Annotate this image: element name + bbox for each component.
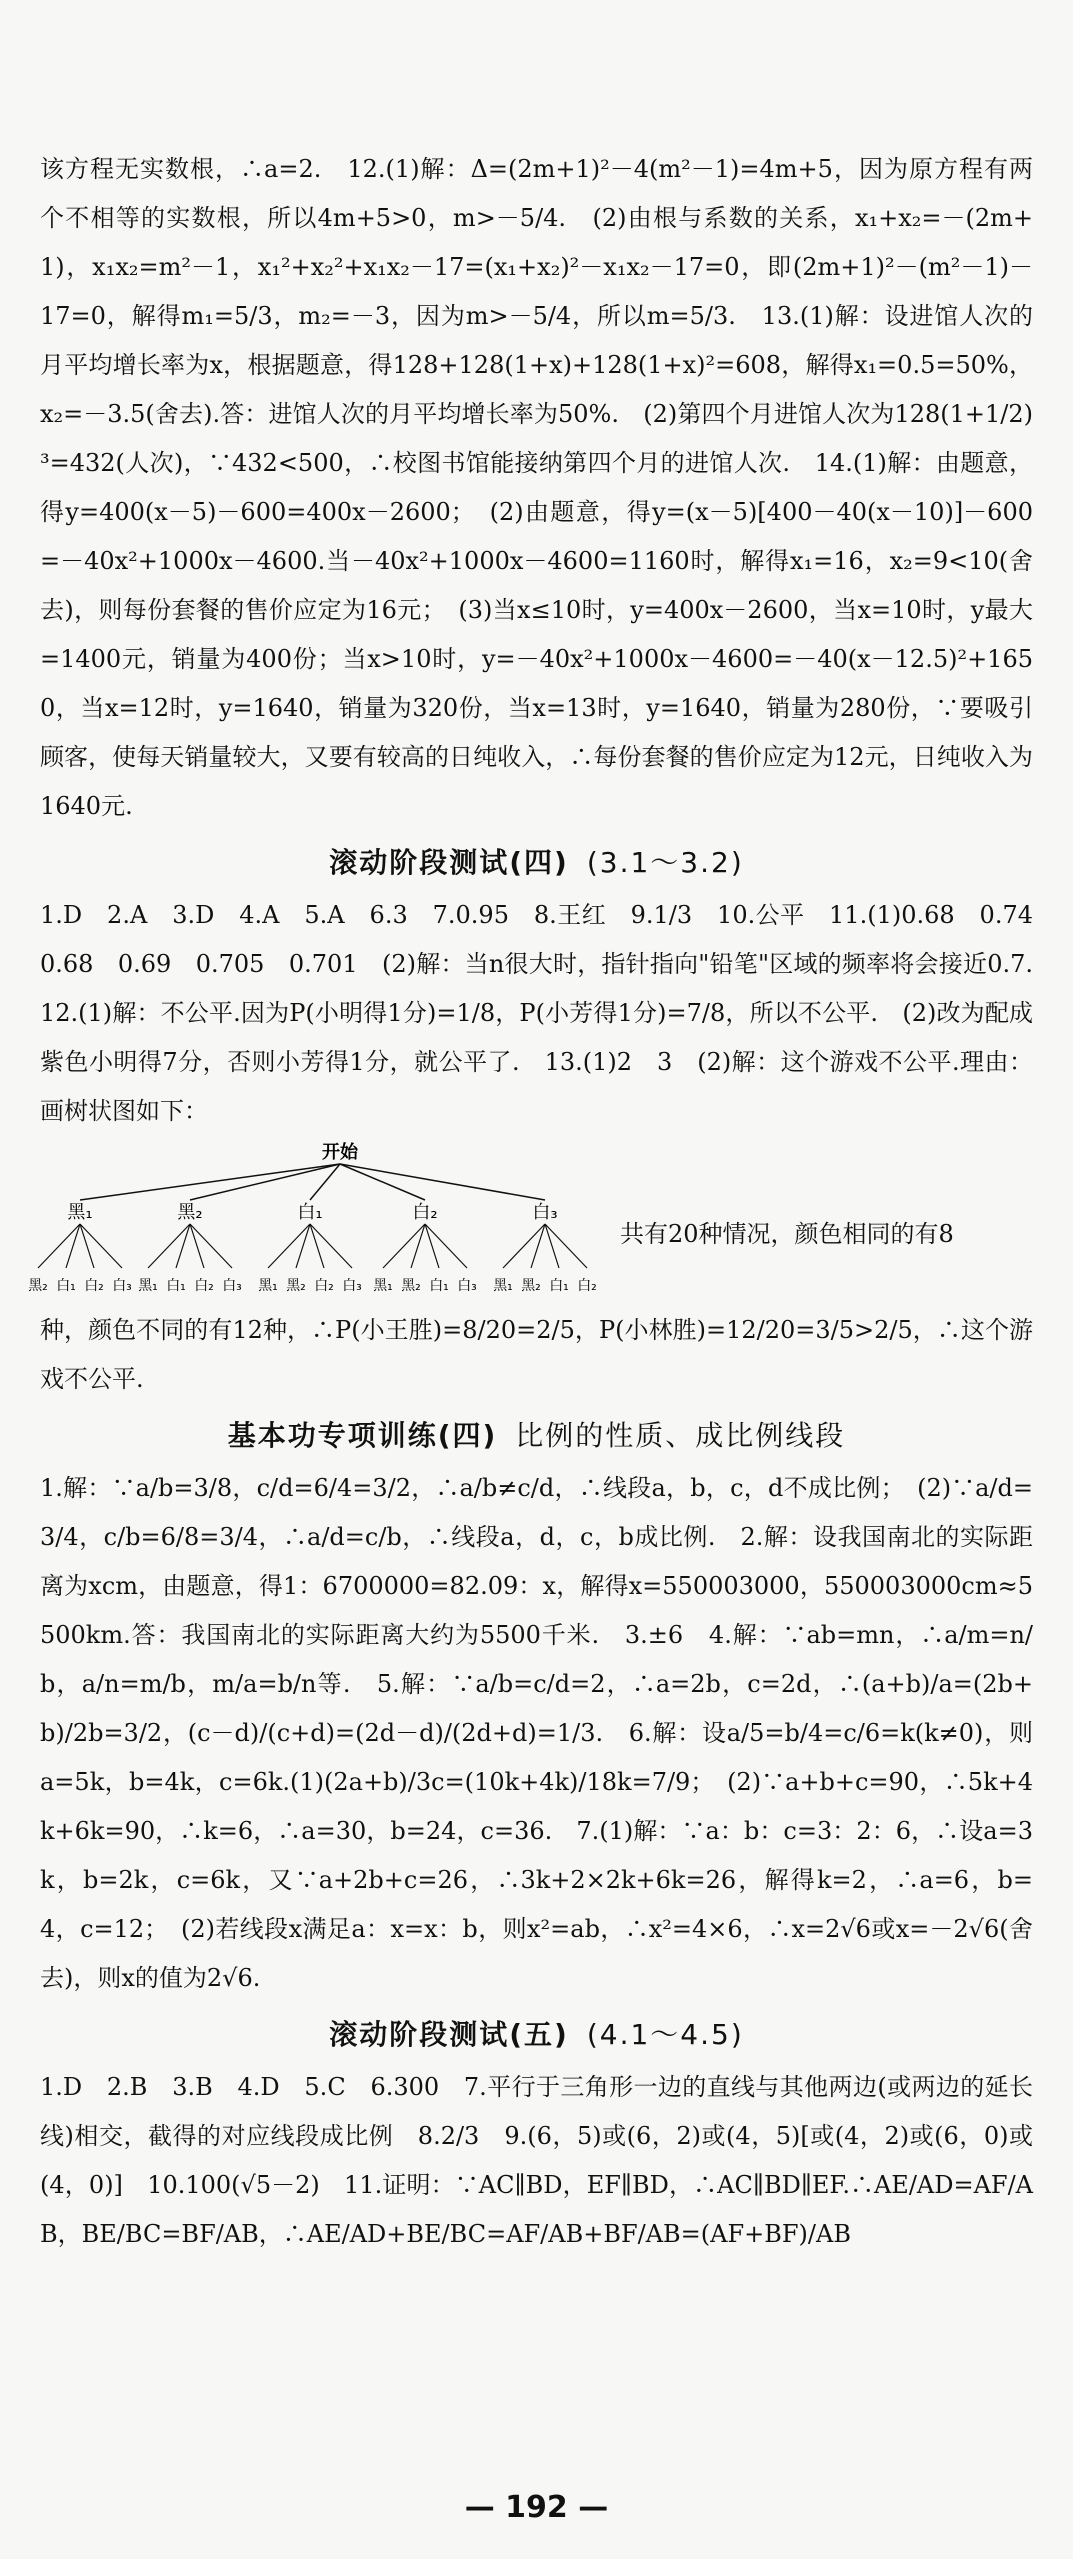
section-range: 比例的性质、成比例线段	[515, 1419, 846, 1452]
answer-paragraph: 1.D 2.B 3.B 4.D 5.C 6.300 7.平行于三角形一边的直线与其他两边(或两边的延长线)相交，截得的对应线段成比例 8.2/3 9.(6，5)或(6，2)或(4，5)[或(4，2)或(6，0)或(4，0)] 10.100(√5－2) 11.证明：∵AC∥BD，EF∥BD，∴AC∥BD∥EF.∴AE/AD=AF/AB，BE/BC=BF/AB，∴AE/AD+BE/BC=AF/AB+BF/AB=(AF+BF)/AB	[40, 2073, 1033, 2248]
tree-second-level-label: 白₂	[84, 1278, 104, 1294]
tree-branch-line	[80, 1224, 122, 1268]
tree-second-level-label: 白₂	[194, 1278, 214, 1294]
tree-first-level-label: 白₃	[532, 1202, 558, 1223]
tree-second-level-label: 黑₁	[258, 1278, 278, 1294]
tree-second-level-label: 黑₁	[138, 1278, 158, 1294]
tree-side-text: 共有20种情况，颜色相同的有8	[620, 1220, 954, 1248]
tree-second-level-label: 黑₂	[28, 1278, 48, 1294]
tree-branch-line	[190, 1224, 232, 1268]
tree-second-level-label: 黑₂	[521, 1278, 541, 1294]
tree-first-level-label: 黑₁	[67, 1202, 93, 1223]
answer-paragraph: 该方程无实数根，∴a=2. 12.(1)解：Δ=(2m+1)²－4(m²－1)=4m+5，因为原方程有两个不相等的实数根，所以4m+5>0，m>－5/4. (2)由根与系数的关系，x₁+x₂=－(2m+1)，x₁x₂=m²－1，x₁²+x₂²+x₁x₂－17=(x₁+x₂)²－x₁x₂－17=0，即(2m+1)²－(m²－1)－17=0，解得m₁=5/3，m₂=－3，因为m>－5/4，所以m=5/3. 13.(1)解：设进馆人次的月平均增长率为x，根据题意，得128+128(1+x)+128(1+x)²=608，解得x₁=0.5=50%，x₂=－3.5(舍去).答：进馆人次的月平均增长率为50%. (2)第四个月进馆人次为128(1+1/2)³=432(人次)，∵432<500，∴校图书馆能接纳第四个月的进馆人次. 14.(1)解：由题意，得y=400(x－5)－600=400x－2600； (2)由题意，得y=(x－5)[400－40(x－10)]－600=－40x²+1000x－4600.当－40x²+1000x－4600=1160时，解得x₁=16，x₂=9<10(舍去)，则每份套餐的售价应定为16元； (3)当x≤10时，y=400x－2600，当x=10时，y最大=1400元，销量为400份；当x>10时，y=－40x²+1000x－4600=－40(x－12.5)²+1650，当x=12时，y=1640，销量为320份，当x=13时，y=1640，销量为280份，∵要吸引顾客，使每天销量较大，又要有较高的日纯收入，∴每份套餐的售价应定为12元，日纯收入为1640元.	[40, 155, 1033, 820]
tree-second-level-label: 白₃	[457, 1278, 477, 1294]
section-title	[40, 1410, 1033, 1462]
section-title-text: 滚动阶段测试(五)	[329, 2018, 569, 2051]
section-title-text: 基本功专项训练(四)	[227, 1419, 498, 1452]
tree-second-level-label: 黑₁	[373, 1278, 393, 1294]
tree-branch-line	[340, 1164, 545, 1200]
tree-second-level-label: 白₁	[166, 1278, 186, 1294]
tree-branch-line	[148, 1224, 190, 1268]
answer-paragraph: 1.解：∵a/b=3/8，c/d=6/4=3/2，∴a/b≠c/d，∴线段a，b，c，d不成比例； (2)∵a/d=3/4，c/b=6/8=3/4，∴a/d=c/b，∴线段a，d，c，b成比例. 2.解：设我国南北的实际距离为xcm，由题意，得1：6700000=82.09：x，解得x=550003000，550003000cm≈5500km.答：我国南北的实际距离大约为5500千米. 3.±6 4.解：∵ab=mn，∴a/m=n/b，a/n=m/b，m/a=b/n等. 5.解：∵a/b=c/d=2，∴a=2b，c=2d，∴(a+b)/a=(2b+b)/2b=3/2，(c－d)/(c+d)=(2d－d)/(2d+d)=1/3. 6.解：设a/5=b/4=c/6=k(k≠0)，则a=5k，b=4k，c=6k.(1)(2a+b)/3c=(10k+4k)/18k=7/9； (2)∵a+b+c=90，∴5k+4k+6k=90，∴k=6，∴a=30，b=24，c=36. 7.(1)解：∵a：b：c=3：2：6，∴设a=3k，b=2k，c=6k，又∵a+2b+c=26，∴3k+2×2k+6k=26，解得k=2，∴a=6，b=4，c=12； (2)若线段x满足a：x=x：b，则x²=ab，∴x²=4×6，∴x=2√6或x=－2√6(舍去)，则x的值为2√6.	[40, 1474, 1033, 1992]
tree-branch-line	[310, 1224, 352, 1268]
tree-branch-line	[268, 1224, 310, 1268]
tree-second-level-label: 白₃	[342, 1278, 362, 1294]
section-title	[40, 837, 1033, 889]
answer-paragraph: 种，颜色不同的有12种，∴P(小王胜)=8/20=2/5，P(小林胜)=12/20=3/5>2/5，∴这个游戏不公平.	[40, 1316, 1033, 1393]
tree-diagram-row	[28, 1140, 1033, 1300]
tree-branch-line	[503, 1224, 545, 1268]
tree-branch-line	[383, 1224, 425, 1268]
section-range: (3.1～3.2)	[586, 846, 744, 879]
tree-branch-line	[545, 1224, 587, 1268]
tree-second-level-label: 白₂	[314, 1278, 334, 1294]
tree-root-label: 开始	[322, 1142, 358, 1163]
tree-branch-line	[425, 1224, 467, 1268]
tree-second-level-label: 白₁	[429, 1278, 449, 1294]
section-title-text: 滚动阶段测试(四)	[329, 846, 569, 879]
tree-branch-line	[340, 1164, 425, 1200]
section-range: (4.1～4.5)	[586, 2018, 744, 2051]
tree-second-level-label: 黑₁	[493, 1278, 513, 1294]
tree-second-level-label: 黑₂	[401, 1278, 421, 1294]
tree-first-level-label: 白₂	[412, 1202, 438, 1223]
document-content	[28, 145, 1057, 2259]
tree-second-level-label: 白₁	[549, 1278, 569, 1294]
tree-second-level-label: 白₁	[56, 1278, 76, 1294]
tree-second-level-label: 白₂	[577, 1278, 597, 1294]
tree-second-level-label: 黑₂	[286, 1278, 306, 1294]
section-title	[40, 2009, 1033, 2061]
answer-paragraph: 1.D 2.A 3.D 4.A 5.A 6.3 7.0.95 8.王红 9.1/3 10.公平 11.(1)0.68 0.74 0.68 0.69 0.705 0.701 (2)解：当n很大时，指针指向"铅笔"区域的频率将会接近0.7. 12.(1)解：不公平.因为P(小明得1分)=1/8，P(小芳得1分)=7/8，所以不公平. (2)改为配成紫色小明得7分，否则小芳得1分，就公平了. 13.(1)2 3 (2)解：这个游戏不公平.理由：画树状图如下：	[40, 901, 1057, 1125]
page-number: — 192 —	[464, 2490, 609, 2525]
tree-second-level-label: 白₃	[112, 1278, 132, 1294]
tree-first-level-label: 白₁	[297, 1202, 323, 1223]
probability-tree-diagram	[28, 1140, 600, 1300]
tree-branch-line	[38, 1224, 80, 1268]
tree-second-level-label: 白₃	[222, 1278, 242, 1294]
tree-first-level-label: 黑₂	[177, 1202, 203, 1223]
